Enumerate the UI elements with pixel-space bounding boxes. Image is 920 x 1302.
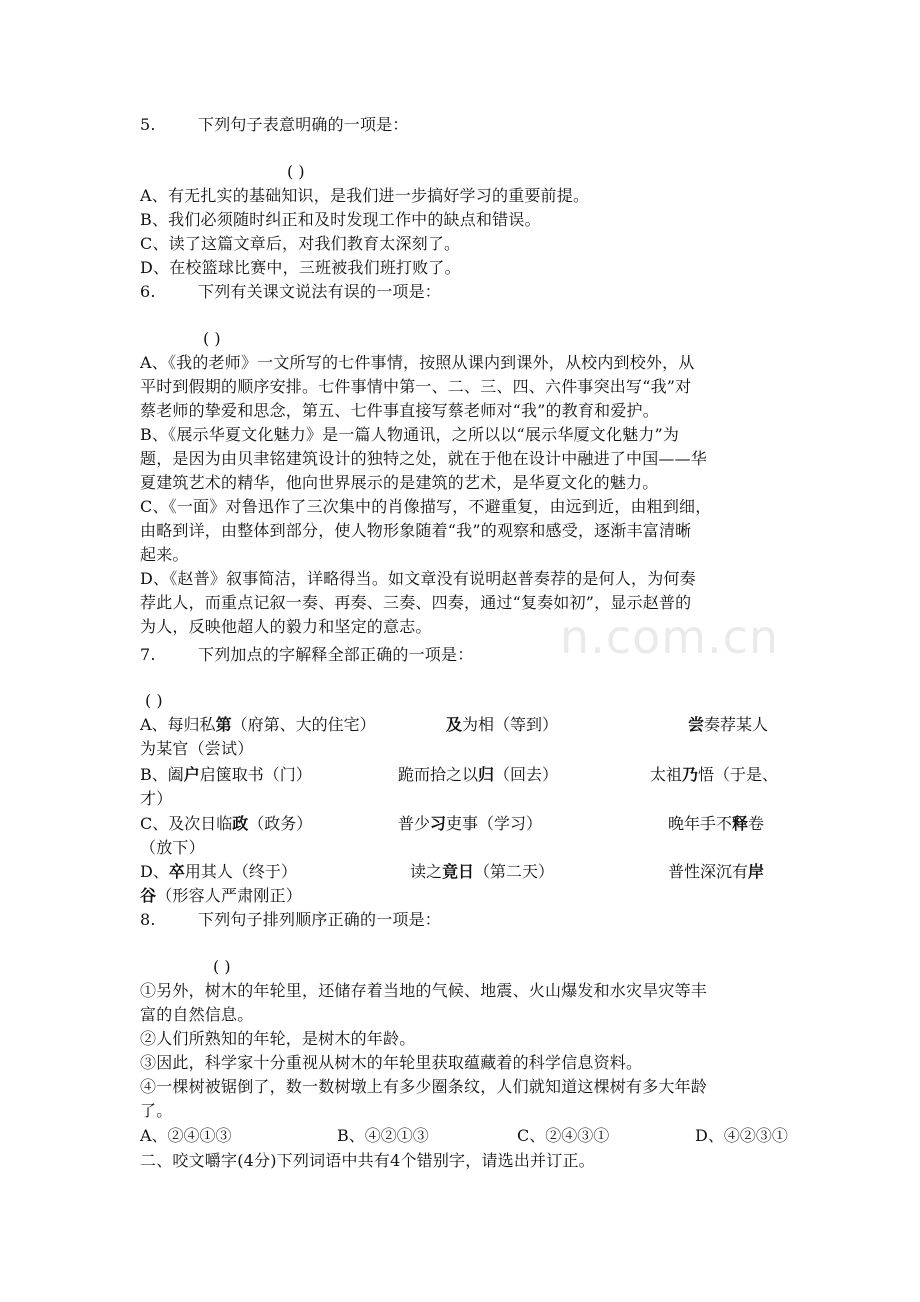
option-d-col1: D、卒用其人（终于） — [140, 862, 297, 881]
option-d-cont: 谷（形容人严肃刚正） — [140, 886, 303, 905]
option-a-col3: 尝奏荐某人 — [688, 715, 769, 734]
dotted-char: 户 — [183, 765, 200, 784]
option-b-col2: 跪而拾之以归（回去） — [398, 765, 559, 784]
dotted-char: 习 — [430, 814, 447, 833]
question-5-stem — [140, 113, 409, 137]
question-text: 下列句子表意明确的一项是： — [198, 115, 409, 134]
text-line: 平时到假期的顺序安排。七件事情中第一、二、三、四、六件事突出写“我”对 — [140, 377, 692, 396]
dotted-char: 及 — [446, 715, 463, 734]
text-line: D、《赵普》叙事简洁，详略得当。如文章没有说明赵普奏荐的是何人，为何奏 — [140, 569, 696, 588]
option-c-cont: （放下） — [140, 838, 205, 857]
text-line: ②人们所熟知的年轮，是树木的年龄。 — [140, 1029, 416, 1048]
answer-paren: ( ) — [287, 162, 305, 181]
option-line: C、读了这篇文章后，对我们教育太深刻了。 — [140, 234, 461, 253]
section-2-heading: 二、咬文嚼字(4分)下列词语中共有4个错别字，请选出并订正。 — [140, 1151, 595, 1170]
dotted-char: 卒 — [168, 862, 185, 881]
choice-d: D、④②③① — [695, 1126, 788, 1145]
dotted-char: 第 — [215, 715, 232, 734]
option-b-cont: 才） — [140, 789, 173, 808]
text-line: A、《我的老师》一文所写的七件事情，按照从课内到课外，从校内到校外，从 — [140, 353, 695, 372]
option-line: B、我们必须随时纠正和及时发现工作中的缺点和错误。 — [140, 210, 541, 229]
dotted-char: 释 — [732, 814, 749, 833]
option-a-col2: 及为相（等到） — [446, 715, 559, 734]
text-line: ③因此，科学家十分重视从树木的年轮里获取蕴藏着的科学信息资料。 — [140, 1053, 643, 1072]
question-text: 下列有关课文说法有误的一项是： — [198, 282, 442, 301]
option-b-col3: 太祖乃悟（于是、 — [650, 765, 779, 784]
question-text: 下列加点的字解释全部正确的一项是： — [198, 645, 474, 664]
question-8-stem — [140, 908, 441, 932]
text-line: C、《一面》对鲁迅作了三次集中的肖像描写，不避重复，由远到近，由粗到细， — [140, 497, 712, 516]
option-c-col3: 晚年手不释卷 — [668, 814, 765, 833]
text-line: B、《展示华夏文化魅力》是一篇人物通讯，之所以以“展示华厦文化魅力”为 — [140, 425, 680, 444]
option-line: A、有无扎实的基础知识，是我们进一步搞好学习的重要前提。 — [140, 186, 590, 205]
dotted-char: 谷 — [140, 886, 157, 905]
dotted-char: 竟日 — [442, 862, 475, 881]
answer-paren: ( ) — [203, 329, 221, 348]
choice-b: B、④②①③ — [337, 1126, 429, 1145]
watermark: n.com.cn — [560, 610, 780, 664]
option-b-col1: B、阖户启箧取书（门） — [140, 765, 312, 784]
question-7-stem — [140, 643, 473, 667]
dotted-char: 尝 — [688, 715, 705, 734]
dotted-char: 乃 — [682, 765, 699, 784]
text-line: 为人，反映他超人的毅力和坚定的意志。 — [140, 617, 432, 636]
dotted-char: 岸 — [748, 862, 765, 881]
option-c-col1: C、及次日临政（政务） — [140, 814, 313, 833]
text-line: 起来。 — [140, 545, 189, 564]
text-line: 了。 — [140, 1101, 173, 1120]
question-text: 下列句子排列顺序正确的一项是： — [198, 910, 442, 929]
option-a-col1: A、每归私第（府第、大的住宅） — [140, 715, 376, 734]
answer-paren: ( ) — [213, 957, 231, 976]
question-number: 6. — [140, 282, 156, 301]
option-a-cont: 为某官（尝试） — [140, 739, 254, 758]
text-line: 题，是因为由贝聿铭建筑设计的独特之处，就在于他在设计中融进了中国——华 — [140, 449, 708, 468]
text-line: 富的自然信息。 — [140, 1005, 254, 1024]
text-line: 夏建筑艺术的精华，他向世界展示的是建筑的艺术，是华夏文化的魅力。 — [140, 473, 659, 492]
question-number: 5. — [140, 115, 156, 134]
option-d-col2: 读之竟日（第二天） — [410, 862, 555, 881]
choice-c: C、②④③① — [517, 1126, 610, 1145]
text-line: ①另外，树木的年轮里，还储存着当地的气候、地震、火山爆发和水灾旱灾等丰 — [140, 981, 708, 1000]
choice-a: A、②④①③ — [140, 1126, 232, 1145]
option-d-col3: 普性深沉有岸 — [668, 862, 765, 881]
question-number: 8. — [140, 910, 156, 929]
dotted-char: 政 — [232, 814, 249, 833]
question-6-stem — [140, 280, 441, 304]
text-line: 由略到详，由整体到部分，使人物形象随着“我”的观察和感受，逐渐丰富清晰 — [140, 521, 692, 540]
option-line: D、在校篮球比赛中，三班被我们班打败了。 — [140, 258, 461, 277]
question-number: 7. — [140, 645, 156, 664]
text-line: 蔡老师的挚爱和思念，第五、七件事直接写蔡老师对“我”的教育和爱护。 — [140, 401, 659, 420]
answer-paren: ( ) — [145, 691, 163, 710]
option-c-col2: 普少习吏事（学习） — [398, 814, 543, 833]
text-line: ④一棵树被锯倒了，数一数树墩上有多少圈条纹，人们就知道这棵树有多大年龄 — [140, 1077, 708, 1096]
dotted-char: 归 — [478, 765, 495, 784]
text-line: 荐此人，而重点记叙一奏、再奏、三奏、四奏，通过“复奏如初”，显示赵普的 — [140, 593, 692, 612]
